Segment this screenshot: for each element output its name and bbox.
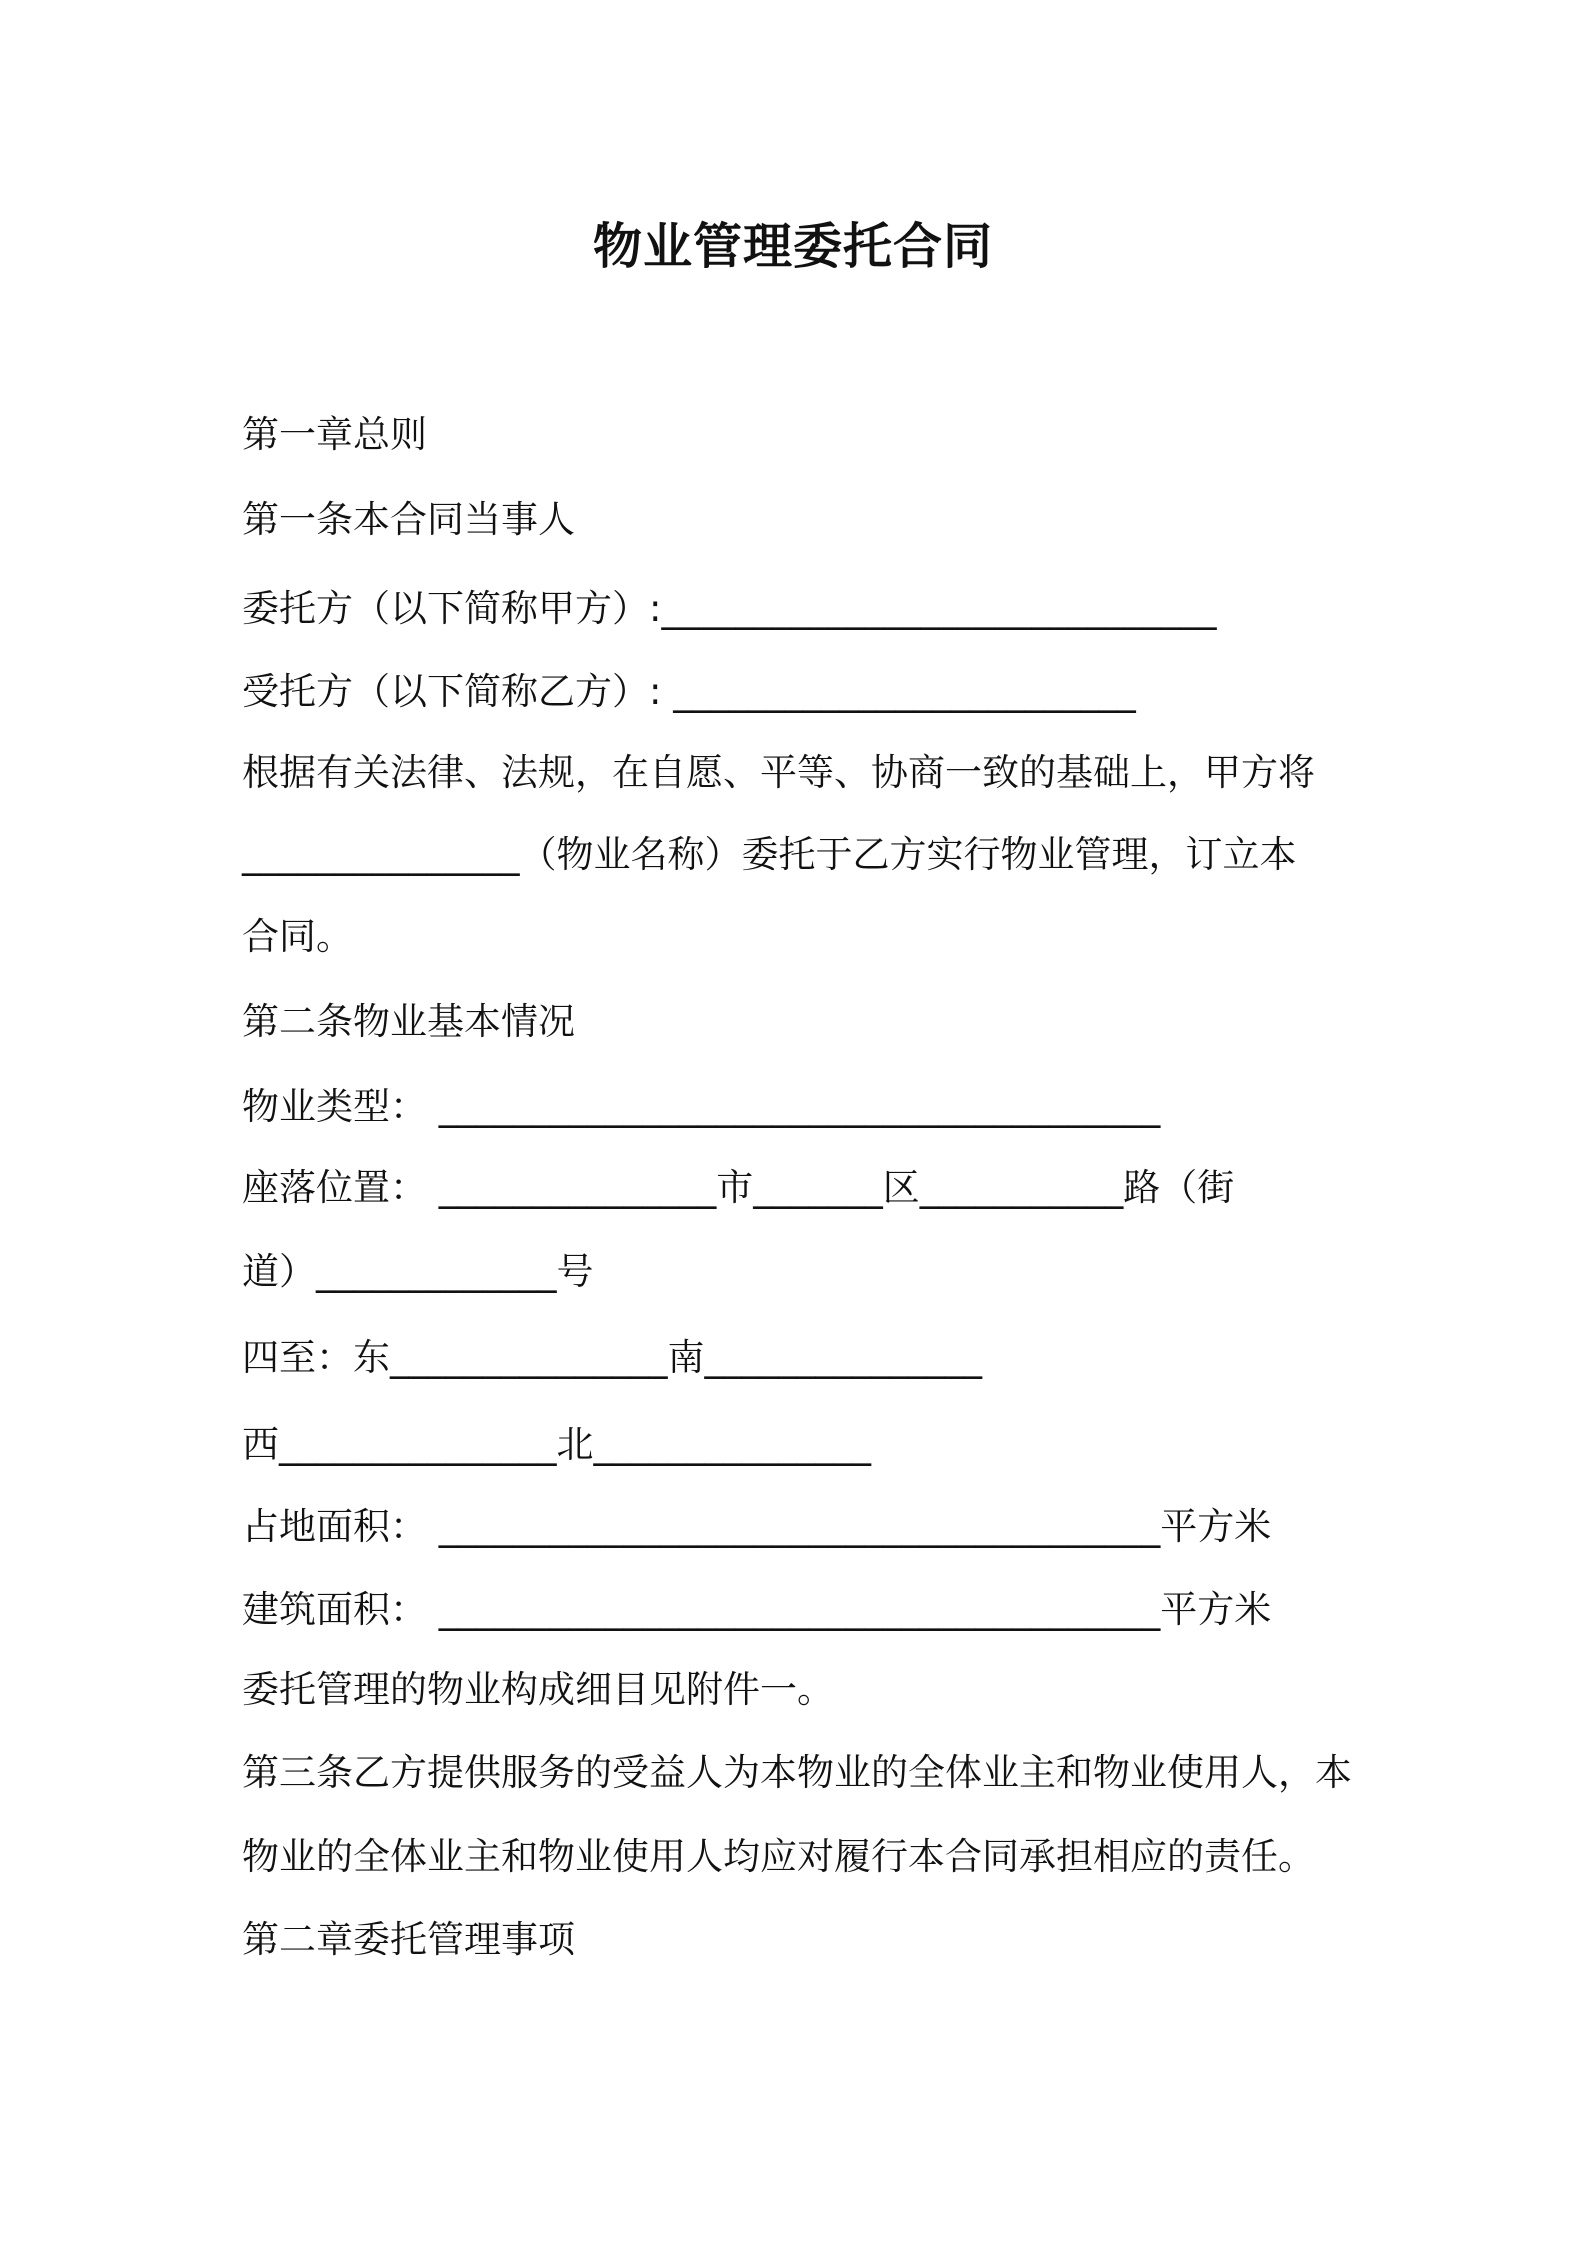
paragraph-line: 物业类型： _______________________________________	[242, 1085, 1161, 1128]
paragraph-line: 四至：东_______________南_______________	[242, 1336, 982, 1379]
paragraph-line: 第三条乙方提供服务的受益人为本物业的全体业主和物业使用人，本	[242, 1751, 1352, 1794]
article-heading: 第一条本合同当事人	[242, 498, 575, 541]
article-heading: 第二条物业基本情况	[242, 1000, 575, 1043]
document-title: 物业管理委托合同	[592, 218, 993, 275]
paragraph-line: 建筑面积： _______________________________________平方米	[242, 1588, 1272, 1631]
paragraph-line: 座落位置： _______________市_______区___________路（街	[242, 1166, 1235, 1209]
paragraph-line: 西_______________北_______________	[242, 1423, 871, 1466]
paragraph-line: 合同。	[242, 915, 353, 958]
paragraph-line: 根据有关法律、法规，在自愿、平等、协商一致的基础上，甲方将	[242, 751, 1315, 794]
paragraph-line: 物业的全体业主和物业使用人均应对履行本合同承担相应的责任。	[242, 1835, 1315, 1878]
chapter-heading: 第一章总则	[242, 413, 427, 456]
paragraph-line: 委托方（以下简称甲方）:______________________________	[242, 587, 1217, 630]
paragraph-line: 道）_____________号	[242, 1250, 594, 1293]
paragraph-line: _______________（物业名称）委托于乙方实行物业管理，订立本	[242, 833, 1297, 876]
paragraph-line: 委托管理的物业构成细目见附件一。	[242, 1668, 834, 1711]
paragraph-line: 受托方（以下简称乙方）: _________________________	[242, 670, 1136, 713]
paragraph-line: 占地面积： _______________________________________平方米	[242, 1505, 1272, 1548]
chapter-heading: 第二章委托管理事项	[242, 1918, 575, 1961]
